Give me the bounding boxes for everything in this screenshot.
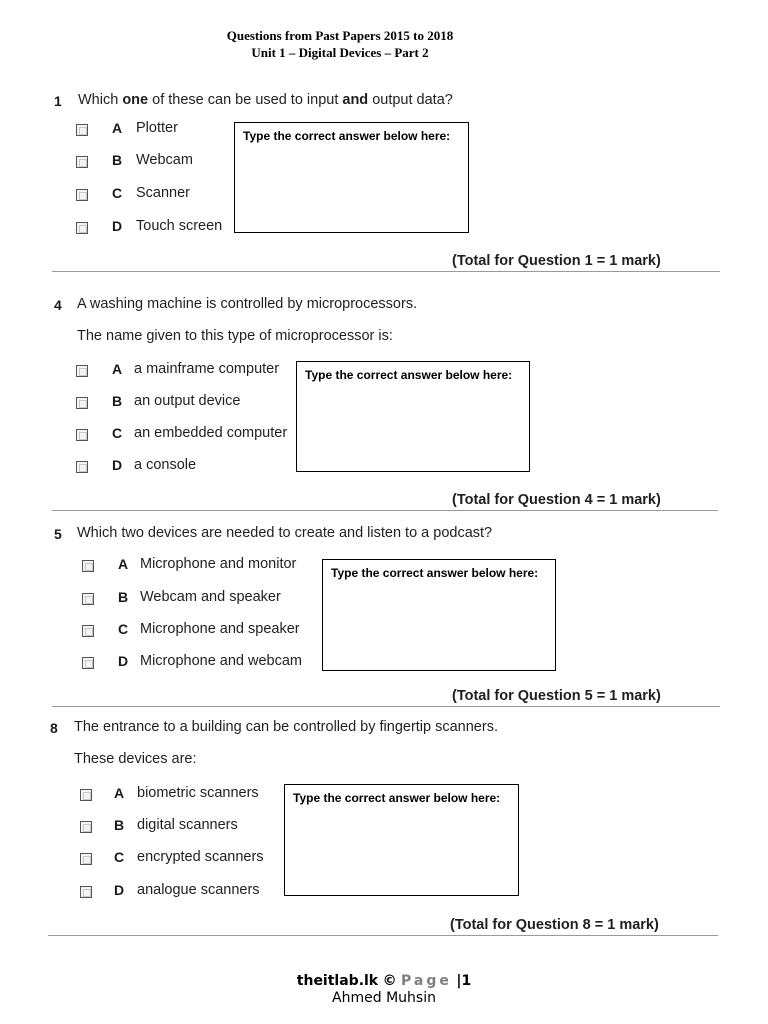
option-letter: A: [112, 361, 123, 377]
option-letter: C: [112, 425, 123, 441]
footer-site: theitlab.lk: [296, 973, 379, 989]
checkbox[interactable]: [76, 429, 88, 441]
option-text: an embedded computer: [134, 425, 288, 441]
question-number: 5: [54, 526, 62, 542]
option-letter: C: [112, 185, 123, 201]
option-letter: B: [112, 152, 123, 168]
option-text: Microphone and speaker: [140, 621, 300, 637]
checkbox[interactable]: [76, 365, 88, 377]
answer-box[interactable]: [296, 361, 530, 472]
checkbox[interactable]: [76, 461, 88, 473]
question-total: (Total for Question 8 = 1 mark): [450, 917, 659, 933]
option-text: biometric scanners: [137, 785, 259, 801]
option-letter: A: [114, 785, 125, 801]
checkbox[interactable]: [76, 156, 88, 168]
option-letter: D: [114, 882, 125, 898]
question-text: [78, 92, 453, 108]
question-number: 1: [54, 93, 62, 109]
checkbox[interactable]: [80, 821, 92, 833]
answer-box-label: Type the correct answer below here:: [331, 566, 539, 580]
option-text: a mainframe computer: [134, 361, 280, 377]
checkbox[interactable]: [82, 625, 94, 637]
answer-box-label: Type the correct answer below here:: [293, 791, 501, 805]
option-text: Plotter: [136, 120, 178, 136]
checkbox[interactable]: [80, 789, 92, 801]
divider: [52, 510, 718, 511]
question-text-part: of these can be used to input: [148, 92, 343, 108]
checkbox[interactable]: [76, 397, 88, 409]
checkbox[interactable]: [76, 124, 88, 136]
footer-author: Ahmed Muhsin: [332, 990, 436, 1006]
option-text: an output device: [134, 393, 241, 409]
question-text-emphasis: one: [122, 92, 149, 108]
option-text: Webcam: [136, 152, 193, 168]
divider: [52, 271, 720, 272]
question-total: (Total for Question 1 = 1 mark): [452, 253, 661, 269]
checkbox[interactable]: [76, 189, 88, 201]
option-letter: C: [114, 849, 125, 865]
answer-box-label: Type the correct answer below here:: [305, 368, 513, 382]
checkbox[interactable]: [80, 853, 92, 865]
answer-box-label: Type the correct answer below here:: [243, 129, 451, 143]
footer-separator: |: [456, 973, 462, 989]
checkbox[interactable]: [76, 222, 88, 234]
question-number: 4: [54, 297, 62, 313]
footer-page-number: 1: [461, 973, 472, 989]
option-text: Microphone and monitor: [140, 556, 297, 572]
option-letter: B: [112, 393, 123, 409]
option-text: Webcam and speaker: [140, 589, 281, 605]
option-letter: D: [112, 457, 123, 473]
checkbox[interactable]: [80, 886, 92, 898]
divider: [52, 706, 720, 707]
question-text-part: output data?: [368, 92, 453, 108]
question-total: (Total for Question 4 = 1 mark): [452, 492, 661, 508]
question-text: The entrance to a building can be controlled by fingertip scanners.: [74, 719, 498, 735]
option-text: analogue scanners: [137, 882, 260, 898]
question-text-emphasis: and: [342, 92, 369, 108]
answer-box[interactable]: [322, 559, 556, 671]
option-letter: D: [112, 218, 123, 234]
option-letter: A: [118, 556, 129, 572]
divider: [48, 935, 718, 936]
footer-page-label: Page: [401, 973, 452, 989]
checkbox[interactable]: [82, 560, 94, 572]
question-total: (Total for Question 5 = 1 mark): [452, 688, 661, 704]
question-text: Which two devices are needed to create and listen to a podcast?: [77, 525, 493, 541]
option-text: a console: [134, 457, 197, 473]
option-letter: C: [118, 621, 129, 637]
page-title: Questions from Past Papers 2015 to 2018: [226, 28, 454, 43]
question-text: A washing machine is controlled by microprocessors.: [77, 296, 418, 312]
option-text: encrypted scanners: [137, 849, 264, 865]
answer-box[interactable]: [284, 784, 519, 896]
option-letter: B: [118, 589, 129, 605]
option-text: Touch screen: [136, 218, 223, 234]
question-number: 8: [50, 720, 58, 736]
question-subtext: The name given to this type of microprocessor is:: [77, 328, 393, 344]
question-text-part: Which: [78, 92, 123, 108]
question-subtext: These devices are:: [74, 751, 197, 767]
option-text: digital scanners: [137, 817, 238, 833]
option-text: Scanner: [136, 185, 191, 201]
option-letter: A: [112, 120, 123, 136]
option-text: Microphone and webcam: [140, 653, 303, 669]
checkbox[interactable]: [82, 593, 94, 605]
option-letter: D: [118, 653, 129, 669]
answer-box[interactable]: [234, 122, 469, 233]
page-subtitle: Unit 1 – Digital Devices – Part 2: [251, 45, 429, 60]
option-letter: B: [114, 817, 125, 833]
page-footer: [0, 973, 768, 989]
copyright-symbol: ©: [382, 973, 397, 989]
checkbox[interactable]: [82, 657, 94, 669]
